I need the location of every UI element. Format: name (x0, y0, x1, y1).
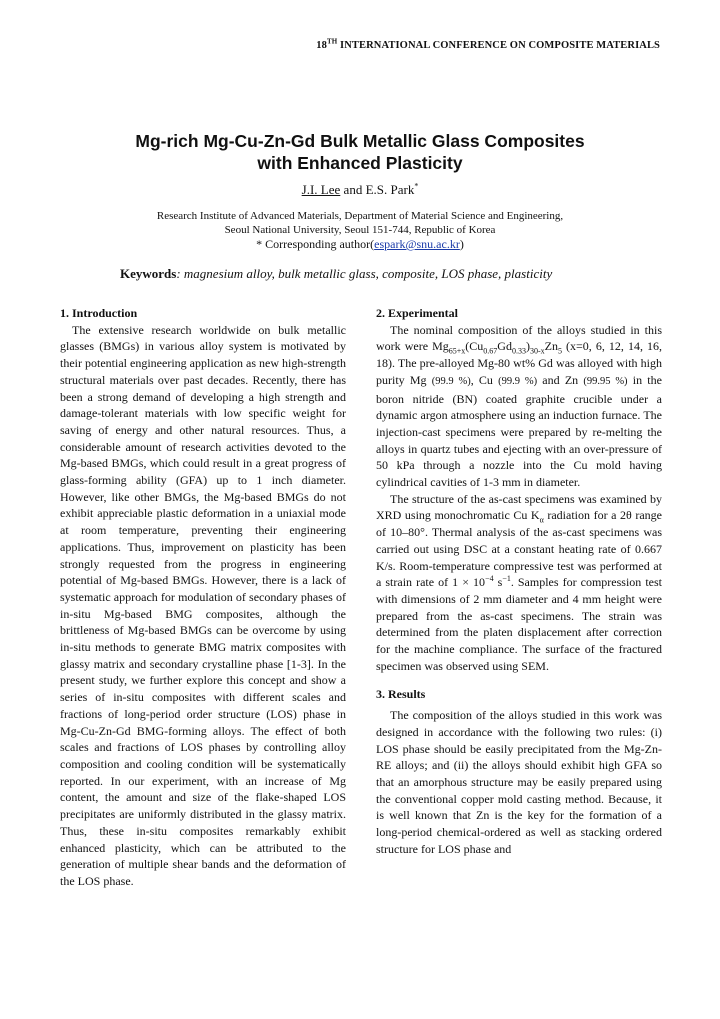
title-line-2: with Enhanced Plasticity (257, 153, 463, 173)
author-line (0, 182, 720, 198)
keywords-label: Keywords (120, 266, 177, 281)
experimental-paragraph-1: The nominal composition of the alloys studied in this work were $Mg_{65+x}(Cu_{0.67}Gd_{0.33})_{30-x}Zn_5$ (x=0, 6, 12, 14, 16, 18). The pre-alloyed Mg-80 wt% Gd was alloyed with high purity Mg (99.9 %), Cu (99.9 %) and Zn (99.95 %) in the boron nitride (BN) coated graphite crucible under a dynamic argon atmosphere using an induction furnace. The injection-cast specimens were prepared by re-melting the alloys in quartz tubes and ejecting with an over-pressure of 50 kPa through a nozzle into the Cu mold having cylindrical cavities of 1-3 mm in diameter. (376, 322, 663, 490)
right-column (376, 305, 662, 858)
results-body: The composition of the alloys studied in this work was designed in accordance with the following two rules: (i) LOS phase should be easily precipitated from the Mg-Zn-RE alloys; and (ii) the alloys should exhibit high GFA so that an amorphous structure may be easily prepared using the conventional copper mold casting method. Because, it is well known that Zn is the key for the formation of a long-period chemical-ordered as well as stacking ordered structure for LOS phase and (376, 708, 662, 856)
affiliation-line-1: Research Institute of Advanced Materials, Department of Material Science and Engineering, (156, 210, 564, 222)
keywords-text: : magnesium alloy, bulk metallic glass, composite, LOS phase, plasticity (176, 266, 553, 281)
corresponding-mark: * (414, 181, 419, 191)
corresponding-author (0, 237, 720, 252)
author-park: and E.S. Park (340, 182, 415, 197)
affiliation-line-2: Seoul National University, Seoul 151-744, Republic of Korea (224, 224, 496, 236)
introduction-heading: 1. Introduction (60, 306, 138, 320)
introduction-body: The extensive research worldwide on bulk metallic glasses (BMGs) in various alloy system is motivated by their potential engineering application as new high-strength structural materials over past decades. Recently, there has been a strong demand of developing a high strength and damage-tolerant materials with low specific weight for saving of energy and other natural resources. Thus, a considerable amount of research activities devoted to the Mg-based BMGs, which could result in a great progress of glass-forming ability (GFA) up to 1 inch diameter. However, like other BMGs, the Mg-based BMGs do not exhibit appreciable plastic deformation in a uniaxial mode at room temperature, preventing their engineering applications. Thus, improvement on plasticity has been strongly requested from the progress in engineering potential of Mg-based BMGs. However, there is a lack of systematic approach for modulation of secondary phases of in-situ Mg-based BMG composites, although the brittleness of Mg-based BMGs can be overcome by using in-situ methods to generate BMG matrix composites with glassy matrix and secondary crystalline phase [1-3]. In the present study, we further explore this concept and show a series of in-situ composites with different scales and fractions of long-period order structure (LOS) phase in Mg-Cu-Zn-Gd BMG-forming alloys. The effect of both scales and fractions of LOS phases by controlling alloy composition and cooling condition will be systematically reported. In our experiment, with an increase of Mg content, the amount and size of the flake-shaped LOS precipitates are uniformly distributed in the glassy matrix. Thus, these in-situ composites remarkably exhibit enhanced plasticity, which can be attributed to the generation of multiple shear bands and the deformation of the LOS phase. (60, 322, 346, 888)
running-header (0, 37, 660, 51)
left-column (60, 305, 346, 890)
experimental-paragraph-2: The structure of the as-cast specimens was examined by XRD using monochromatic Cu $K_\alpha$ radiation for a 2θ range of 10–80°. Thermal analysis of the as-cast specimens was carried out using DSC at a constant heating rate of 0.667 K/s. Room-temperature compressive test was performed at a strain rate of $1 \times 10^{-4}$ $s^{-1}$. Samples for compression test with dimensions of 2 mm diameter and 4 mm height were prepared from the as-cast specimens. The strain was determined from the platen displacement after correction for the machine compliance. The surface of the fractured specimen was observed using SEM. (376, 491, 663, 673)
paper-title (0, 130, 720, 174)
header-ordinal: 18 (316, 40, 327, 51)
keywords (120, 266, 720, 282)
header-ordinal-suffix: TH (327, 37, 338, 46)
results-heading: 3. Results (376, 687, 426, 702)
author-lee: J.I. Lee (301, 182, 341, 197)
corresponding-suffix: ) (459, 237, 464, 251)
title-line-1: Mg-rich Mg-Cu-Zn-Gd Bulk Metallic Glass Composites (135, 131, 585, 151)
email-link[interactable]: espark@snu.ac.kr (374, 237, 460, 251)
experimental-heading: 2. Experimental (376, 306, 458, 320)
corresponding-prefix: * Corresponding author( (256, 237, 375, 251)
affiliation (0, 209, 720, 237)
header-conference: INTERNATIONAL CONFERENCE ON COMPOSITE MATERIALS (337, 40, 660, 51)
